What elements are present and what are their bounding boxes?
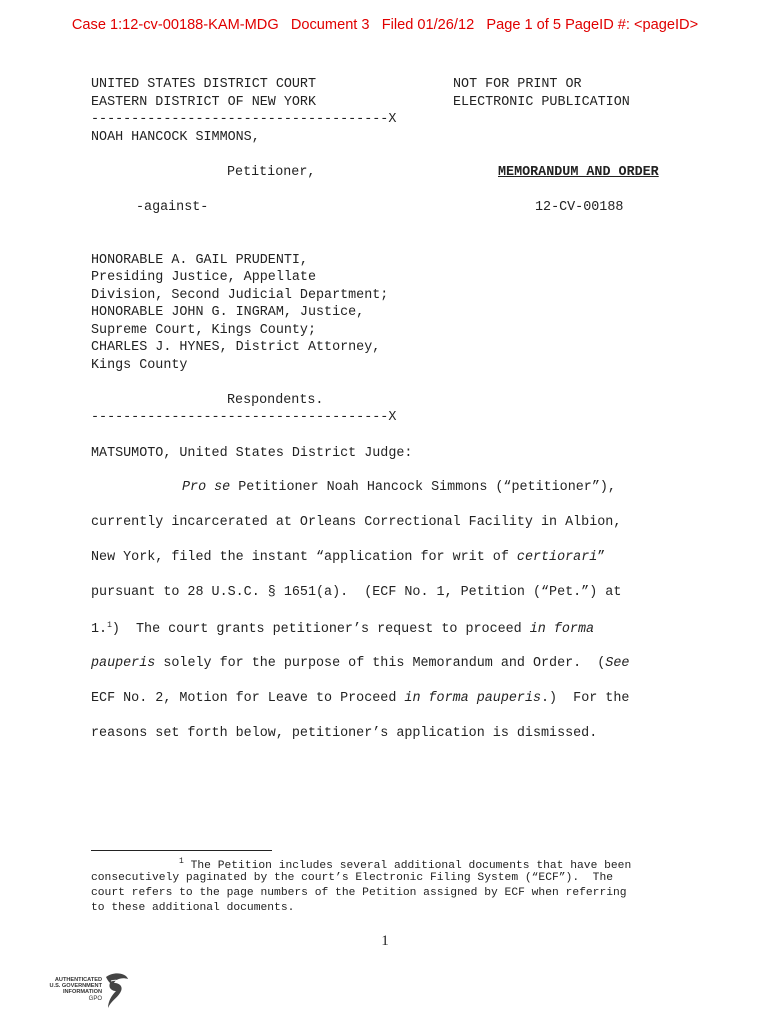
caption-rule-bottom: -------------------------------------X	[91, 410, 397, 425]
body-text: ) The court grants petitioner’s request to proceed	[111, 622, 530, 637]
body-text: solely for the purpose of this Memorandum and Order. (	[155, 656, 606, 671]
body-line-3	[91, 550, 605, 565]
certiorari-italic: certiorari	[516, 550, 598, 565]
footnote-line-3: court refers to the page numbers of the Petition assigned by ECF when referring	[91, 887, 627, 899]
respondent-line: Kings County	[91, 358, 188, 373]
case-header-stamp: Case 1:12-cv-00188-KAM-MDG Document 3 Filed 01/26/12 Page 1 of 5 PageID #: <pageID>	[71, 17, 699, 33]
footnote-marker: 1	[179, 857, 184, 866]
body-text: Petitioner Noah Hancock Simmons (“petitioner”),	[230, 480, 616, 495]
caption-rule-top: -------------------------------------X	[91, 112, 397, 127]
see-italic: See	[605, 656, 630, 671]
respondent-line: Division, Second Judicial Department;	[91, 288, 389, 303]
logo-text: U.S. GOVERNMENT	[49, 983, 102, 989]
not-for-print-line1: NOT FOR PRINT OR	[453, 77, 582, 92]
footnote-line-1	[179, 857, 631, 872]
not-for-print-line2: ELECTRONIC PUBLICATION	[453, 95, 630, 110]
eagle-icon	[102, 971, 130, 1011]
petitioner-role: Petitioner,	[227, 165, 316, 180]
footnote-divider	[91, 850, 272, 851]
page-number: 1	[381, 933, 389, 949]
respondent-line: HONORABLE A. GAIL PRUDENTI,	[91, 253, 308, 268]
judge-line: MATSUMOTO, United States District Judge:	[91, 446, 413, 461]
body-line-2: currently incarcerated at Orleans Correctional Facility in Albion,	[91, 515, 622, 530]
respondent-line: CHARLES J. HYNES, District Attorney,	[91, 340, 381, 355]
footnote-line-2: consecutively paginated by the court’s Electronic Filing System (“ECF”). The	[91, 872, 614, 884]
body-text: 1.	[91, 622, 108, 637]
body-text: .) For the	[541, 691, 630, 706]
body-line-5	[91, 621, 594, 637]
body-line-6	[91, 656, 629, 671]
case-number: 12-CV-00188	[535, 200, 624, 215]
respondent-line: HONORABLE JOHN G. INGRAM, Justice,	[91, 305, 365, 320]
logo-text: AUTHENTICATED	[54, 977, 102, 983]
logo-text: GPO	[88, 996, 102, 1002]
in-forma-italic: in forma	[529, 622, 595, 637]
footnote-text: The Petition includes several additional documents that have been	[183, 860, 632, 872]
body-text: ECF No. 2, Motion for Leave to Proceed	[91, 691, 405, 706]
memorandum-title: MEMORANDUM AND ORDER	[498, 165, 659, 180]
respondent-line: Supreme Court, Kings County;	[91, 323, 316, 338]
logo-text: INFORMATION	[62, 989, 102, 995]
petitioner-name: NOAH HANCOCK SIMMONS,	[91, 130, 260, 145]
respondents-role: Respondents.	[227, 393, 324, 408]
respondent-line: Presiding Justice, Appellate	[91, 270, 316, 285]
court-name-line1: UNITED STATES DISTRICT COURT	[91, 77, 316, 92]
pauperis-italic: pauperis	[91, 656, 156, 671]
gpo-authenticated-logo	[44, 967, 134, 1012]
body-line-4: pursuant to 28 U.S.C. § 1651(a). (ECF No. 1, Petition (“Pet.”) at	[91, 585, 622, 600]
footnote-reference[interactable]: 1	[107, 621, 112, 630]
pro-se-italic: Pro se	[182, 480, 231, 495]
in-forma-pauperis-italic: in forma pauperis	[404, 691, 542, 706]
against-label: -against-	[136, 200, 209, 215]
body-line-7	[91, 691, 629, 706]
body-text: ”	[597, 550, 606, 565]
body-text: New York, filed the instant “application for writ of	[91, 550, 517, 565]
body-line-8: reasons set forth below, petitioner’s application is dismissed.	[91, 726, 598, 741]
footnote-line-4: to these additional documents.	[91, 902, 295, 914]
court-name-line2: EASTERN DISTRICT OF NEW YORK	[91, 95, 316, 110]
body-line-1	[182, 480, 616, 495]
